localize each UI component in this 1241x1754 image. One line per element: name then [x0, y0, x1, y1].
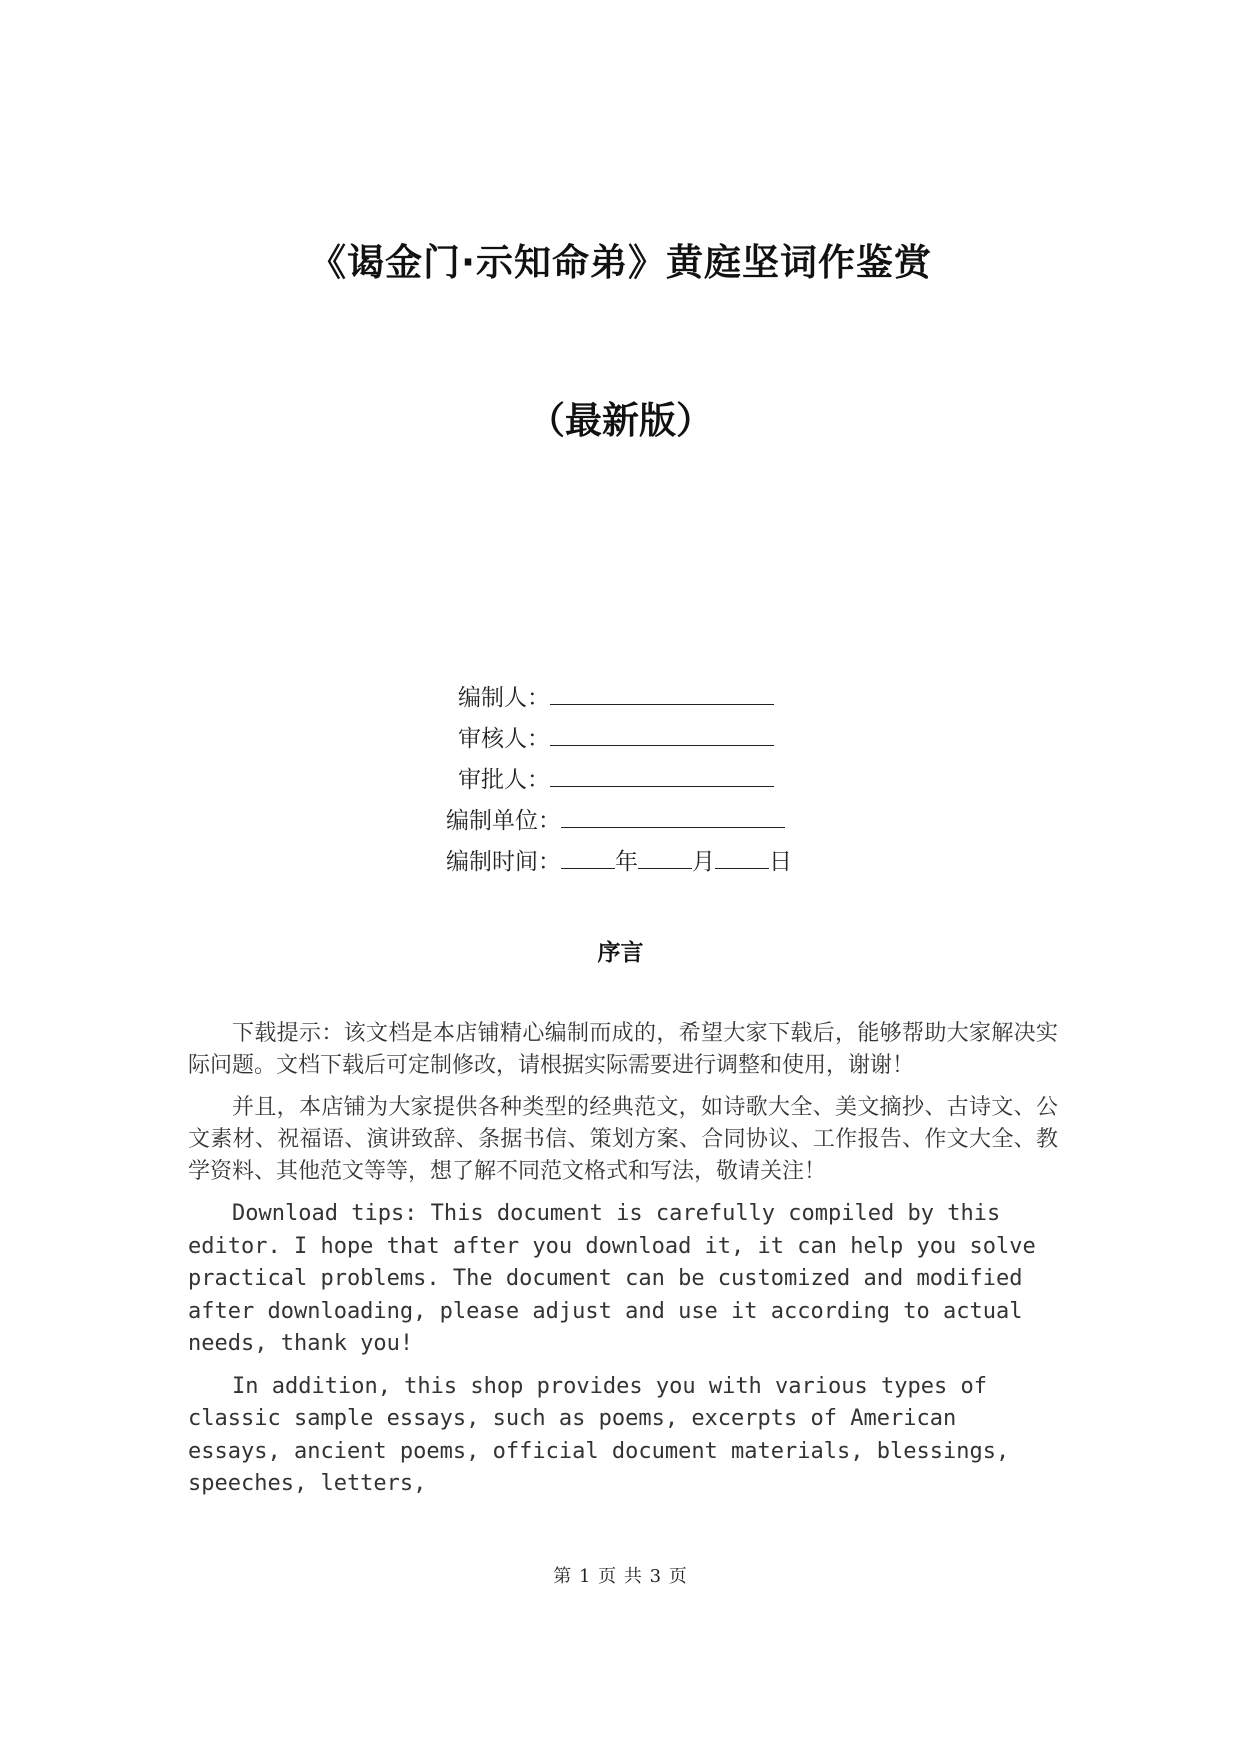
- field-reviewer-label: 审核人：: [458, 726, 550, 752]
- preface-paragraph: 并且，本店铺为大家提供各种类型的经典范文，如诗歌大全、美文摘抄、古诗文、公文素材、祝福语、演讲致辞、条据书信、策划方案、合同协议、工作报告、作文大全、教学资料、其他范文等等，想了解不同范文格式和写法，敬请关注！: [188, 1095, 1058, 1184]
- page-number: 第 1 页 共 3 页: [553, 1566, 688, 1587]
- field-approver: [458, 762, 774, 796]
- field-date-year: 年: [615, 849, 638, 875]
- field-date-label: 编制时间：: [446, 849, 561, 875]
- field-reviewer-blank: [550, 721, 774, 746]
- field-unit-blank: [561, 803, 785, 828]
- document-title: 《谒金门·示知命弟》黄庭坚词作鉴赏: [308, 241, 933, 284]
- document-subtitle: （最新版）: [528, 399, 713, 442]
- preface-body: [188, 1018, 1058, 1511]
- preface-paragraph: Download tips: This document is carefully compiled by this editor. I hope that after you download it, it can help you solve practical problems. The document can be customized and modified after downloading, please adjust and use it according to actual needs, thank you!: [188, 1201, 1036, 1356]
- field-unit-label: 编制单位：: [446, 808, 561, 834]
- field-date-month-blank: [638, 844, 692, 869]
- field-author-label: 编制人：: [458, 685, 550, 711]
- field-author: [458, 680, 774, 714]
- preface-heading: 序言: [597, 940, 644, 966]
- preface-paragraph: In addition, this shop provides you with various types of classic sample essays, such as poems, excerpts of American essays, ancient poems, official document materials, blessings, speeches, letters,: [188, 1373, 1010, 1496]
- field-date-day: 日: [769, 849, 792, 875]
- field-unit: [446, 803, 785, 837]
- field-date: [446, 844, 792, 878]
- field-approver-blank: [550, 762, 774, 787]
- field-date-day-blank: [715, 844, 769, 869]
- field-date-month: 月: [692, 849, 715, 875]
- preface-paragraph: 下载提示：该文档是本店铺精心编制而成的，希望大家下载后，能够帮助大家解决实际问题。文档下载后可定制修改，请根据实际需要进行调整和使用，谢谢！: [188, 1021, 1058, 1078]
- field-author-blank: [550, 680, 774, 705]
- field-date-year-blank: [561, 844, 615, 869]
- field-reviewer: [458, 721, 774, 755]
- field-approver-label: 审批人：: [458, 767, 550, 793]
